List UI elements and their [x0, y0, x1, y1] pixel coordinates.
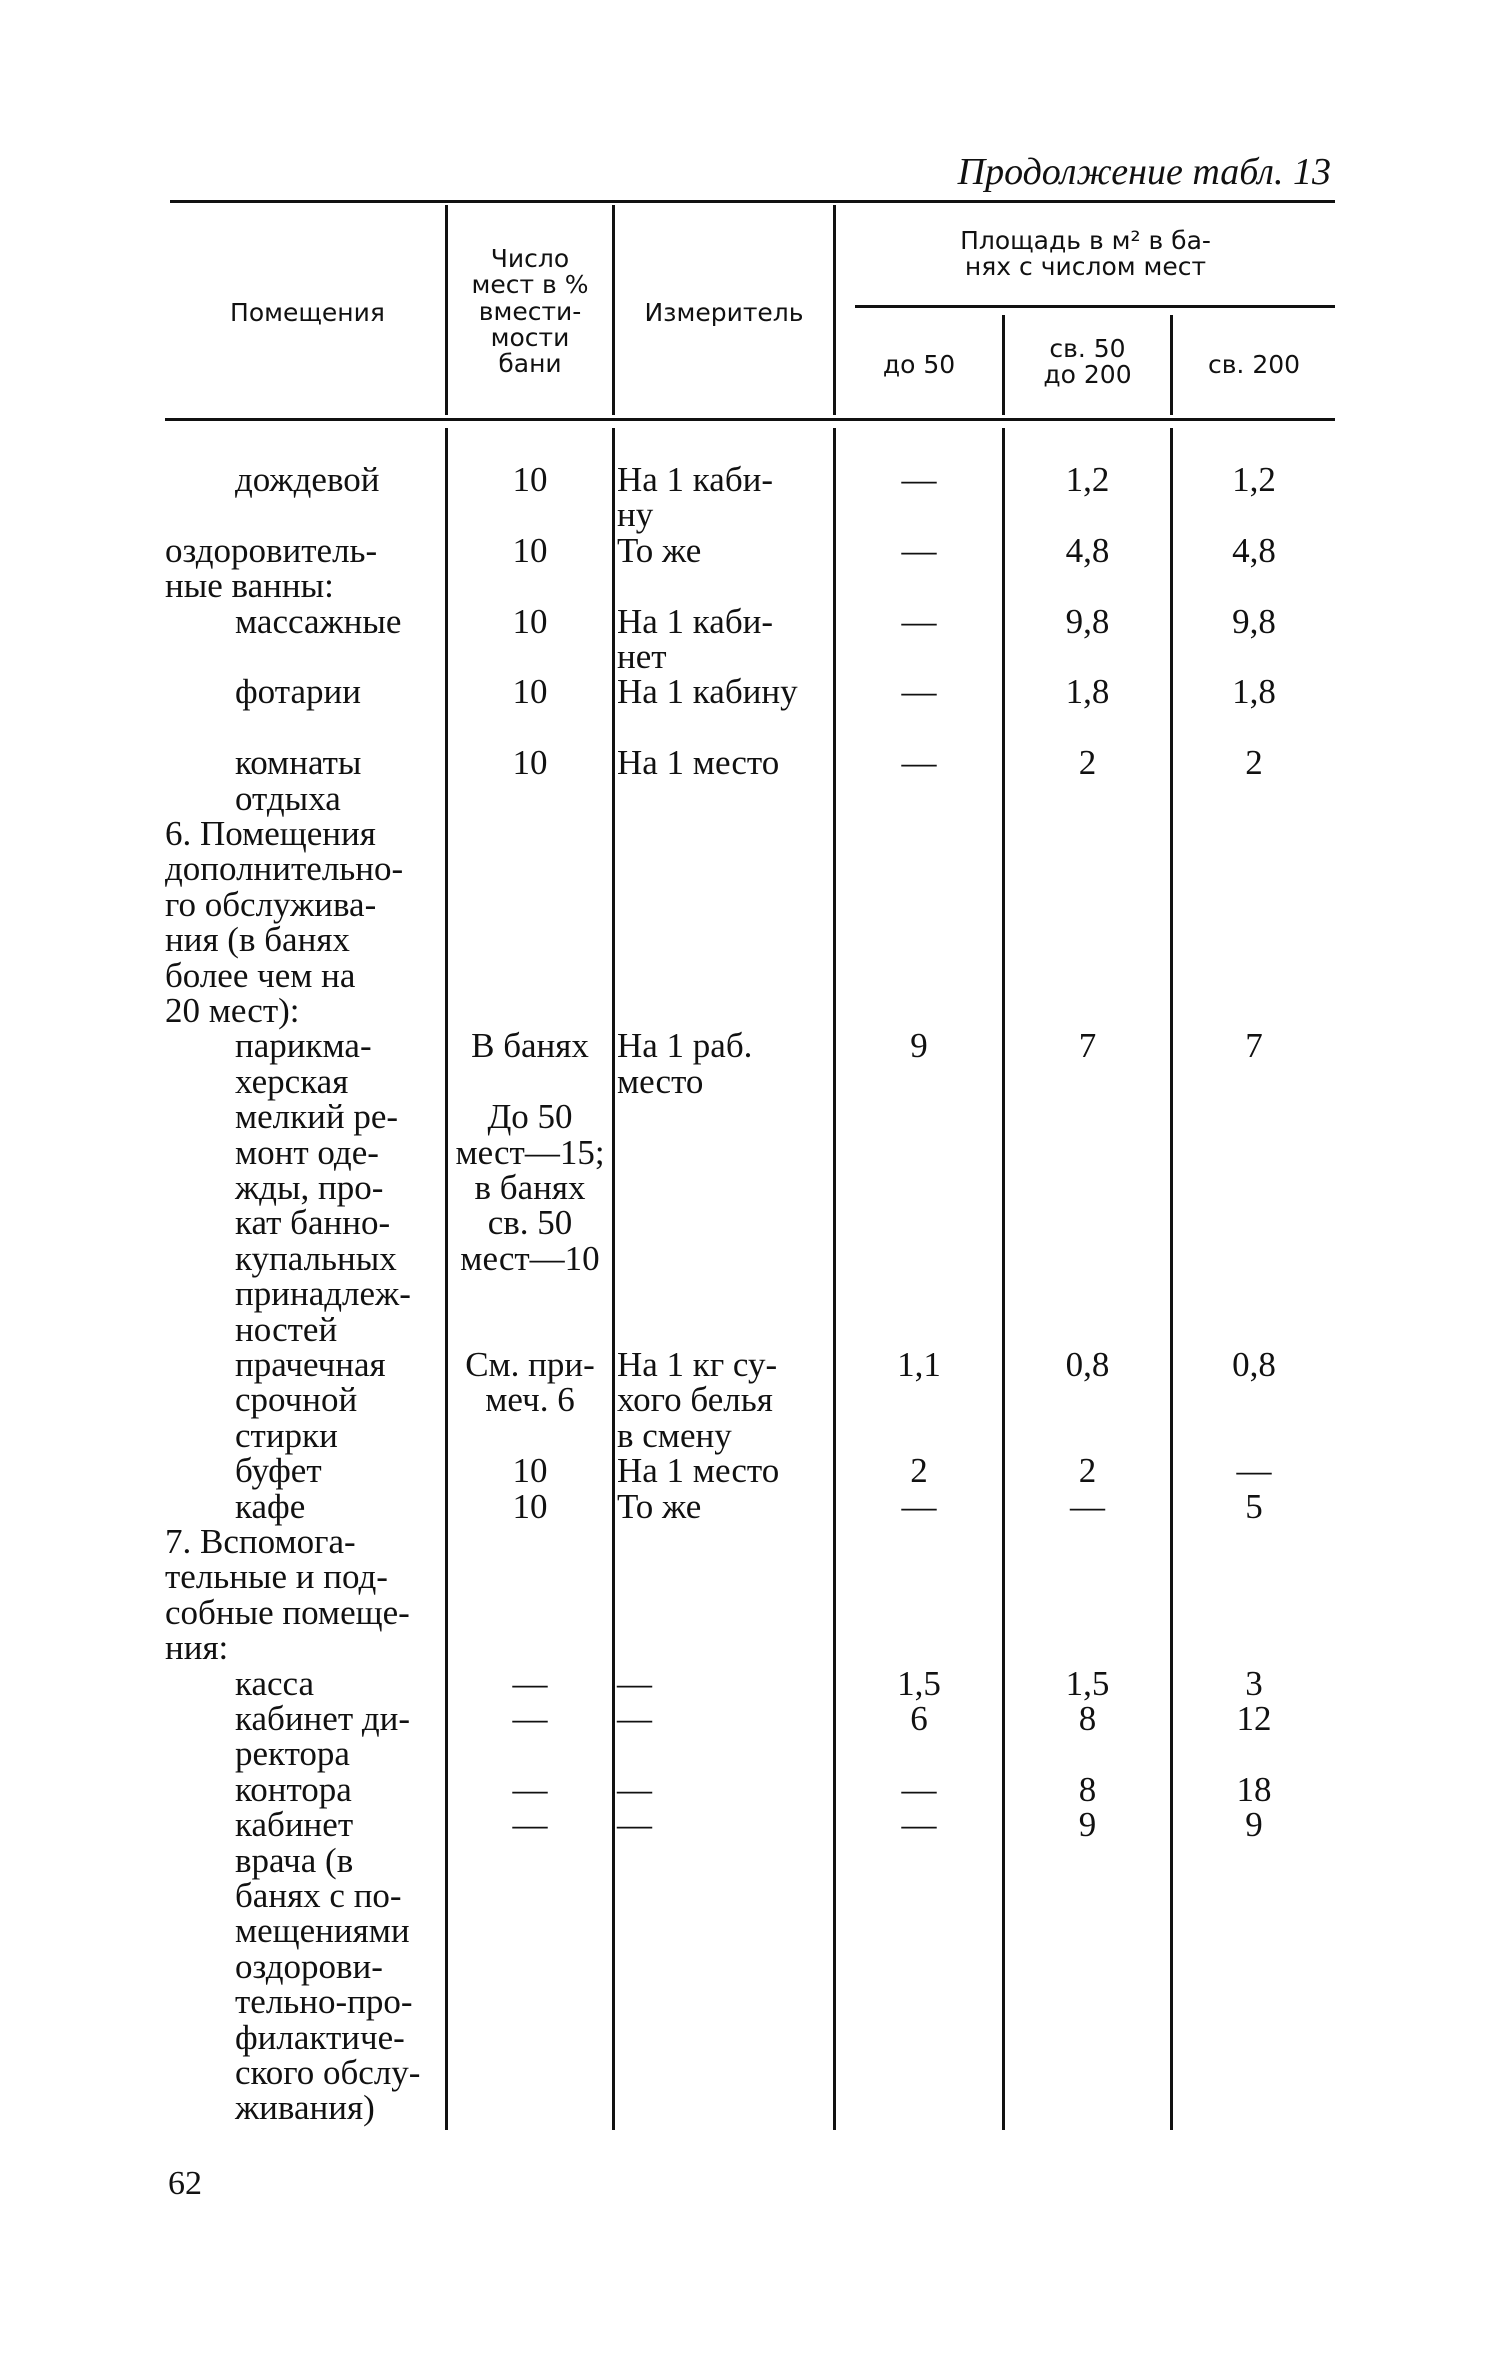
seats-percent: 10 — [512, 530, 548, 570]
header-line: св. 50 — [1049, 334, 1126, 363]
room-name: стирки — [235, 1415, 338, 1455]
header-up-to-50: до 50 — [882, 350, 956, 379]
room-name: дополнительно- — [165, 849, 404, 889]
measure-unit: На 1 раб. — [617, 1026, 753, 1066]
room-name: мелкий ре- — [235, 1097, 399, 1137]
page-number: 62 — [168, 2165, 202, 2202]
measure-unit: На 1 кг су- — [617, 1345, 778, 1384]
room-name: 20 мест): — [165, 991, 300, 1030]
room-name: кабинет — [235, 1805, 354, 1845]
area-over-200: 4,8 — [1232, 530, 1276, 570]
room-name: комнаты — [235, 743, 362, 783]
header-over-200: св. 200 — [1207, 350, 1301, 379]
area-over-200: 5 — [1245, 1486, 1263, 1526]
room-name: ского обслу- — [235, 2053, 421, 2092]
table-caption: Продолжение табл. 13 — [957, 151, 1331, 193]
room-name: касса — [235, 1663, 315, 1703]
area-50-to-200: 8 — [1078, 1769, 1097, 1809]
area-50-to-200: — — [1070, 1486, 1105, 1526]
area-up-to-50: — — [901, 460, 937, 499]
room-name: живания) — [235, 2088, 375, 2128]
room-name: купальных — [235, 1238, 397, 1278]
area-up-to-50: — — [901, 530, 937, 570]
area-50-to-200: 4,8 — [1065, 530, 1110, 570]
area-50-to-200: 2 — [1078, 743, 1097, 783]
table-top-rule — [170, 200, 1335, 203]
header-seats-percent — [448, 246, 612, 377]
area-over-200: 18 — [1236, 1769, 1272, 1809]
area-over-200: 0,8 — [1232, 1345, 1276, 1384]
header-area — [836, 228, 1335, 281]
room-name: мещениями — [235, 1911, 410, 1951]
area-up-to-50: — — [901, 743, 937, 783]
area-over-200: 12 — [1236, 1699, 1272, 1738]
room-name: отдыха — [235, 778, 341, 818]
measure-unit: На 1 каби- — [617, 460, 774, 499]
seats-percent: в банях — [474, 1168, 586, 1207]
room-name: ния: — [165, 1628, 229, 1668]
measure-unit: То же — [617, 530, 702, 570]
header-line: Число — [490, 244, 570, 273]
header-bottom-rule — [165, 418, 1335, 421]
room-name: тельно-про- — [235, 1982, 413, 2022]
area-50-to-200: 1,5 — [1065, 1663, 1110, 1703]
area-up-to-50: 9 — [910, 1026, 928, 1066]
area-up-to-50: 6 — [910, 1699, 928, 1738]
area-header-rule — [855, 305, 1335, 308]
room-name: ния (в банях — [165, 920, 350, 960]
area-up-to-50: 1,1 — [897, 1345, 941, 1384]
area-up-to-50: 2 — [910, 1451, 928, 1491]
area-50-to-200: 7 — [1078, 1026, 1097, 1066]
measure-unit: — — [617, 1805, 652, 1845]
area-over-200: 2 — [1245, 743, 1263, 783]
area-up-to-50: 1,5 — [897, 1663, 941, 1703]
area-up-to-50: — — [901, 1769, 937, 1809]
area-50-to-200: 1,8 — [1065, 672, 1110, 712]
seats-percent: 10 — [512, 1451, 548, 1491]
area-over-200: 9 — [1245, 1805, 1263, 1845]
room-name: банях с по- — [235, 1876, 402, 1915]
header-50-to-200 — [1005, 336, 1170, 389]
seats-percent: 10 — [512, 743, 548, 783]
measure-unit: То же — [617, 1486, 702, 1526]
room-name: кат банно- — [235, 1203, 391, 1243]
room-name: кафе — [235, 1486, 306, 1526]
measure-unit: в смену — [617, 1415, 732, 1455]
measure-unit: — — [617, 1699, 652, 1738]
room-name: ностей — [235, 1309, 338, 1349]
measure-unit: ну — [617, 495, 654, 535]
seats-percent: — — [512, 1699, 548, 1738]
header-line: Площадь в м² в ба- — [960, 226, 1211, 255]
room-name: фотарии — [235, 672, 361, 712]
seats-percent: — — [512, 1769, 548, 1809]
room-name: оздоровитель- — [165, 530, 378, 570]
area-50-to-200: 9,8 — [1065, 601, 1110, 641]
measure-unit: место — [617, 1061, 704, 1101]
room-name: врача (в — [235, 1840, 354, 1880]
room-name: буфет — [235, 1451, 322, 1491]
measure-unit: На 1 место — [617, 743, 780, 783]
room-name: контора — [235, 1769, 352, 1809]
area-up-to-50: — — [901, 601, 937, 641]
area-over-200: 1,8 — [1232, 672, 1276, 712]
measure-unit: На 1 место — [617, 1451, 780, 1491]
room-name: принадлеж- — [235, 1274, 411, 1314]
measure-unit: На 1 каби- — [617, 601, 774, 641]
seats-percent: 10 — [512, 460, 548, 499]
room-name: тельные и под- — [165, 1557, 388, 1597]
seats-percent: 10 — [512, 601, 548, 641]
room-name: парикма- — [235, 1026, 372, 1066]
room-name: 7. Вспомога- — [165, 1522, 356, 1561]
room-name: кабинет ди- — [235, 1699, 411, 1738]
seats-percent: В банях — [471, 1026, 589, 1066]
area-up-to-50: — — [901, 1805, 937, 1845]
room-name: го обслужива- — [165, 884, 377, 924]
seats-percent: См. при- — [465, 1345, 595, 1384]
header-rooms: Помещения — [230, 298, 385, 327]
room-name: собные помеще- — [165, 1592, 410, 1632]
area-50-to-200: 9 — [1078, 1805, 1097, 1845]
area-50-to-200: 1,2 — [1065, 460, 1110, 499]
area-50-to-200: 2 — [1078, 1451, 1097, 1491]
room-name: херская — [235, 1061, 349, 1101]
room-name: монт оде- — [235, 1132, 379, 1172]
seats-percent: — — [512, 1663, 548, 1703]
seats-percent: меч. 6 — [485, 1380, 575, 1420]
room-name: 6. Помещения — [165, 814, 376, 853]
measure-unit: нет — [617, 637, 667, 676]
seats-percent: — — [512, 1805, 548, 1845]
room-name: более чем на — [165, 955, 356, 995]
area-up-to-50: — — [901, 1486, 937, 1526]
seats-percent: мест—10 — [460, 1238, 600, 1278]
seats-percent: 10 — [512, 1486, 548, 1526]
header-line: бани — [498, 349, 562, 378]
area-50-to-200: 0,8 — [1065, 1345, 1110, 1384]
room-name: прачечная — [235, 1345, 386, 1384]
header-line: вмести- — [478, 296, 582, 326]
room-name: ные ванны: — [165, 566, 334, 606]
measure-unit: хого белья — [617, 1380, 773, 1420]
header-line: мости — [490, 322, 570, 352]
header-line: до 200 — [1043, 360, 1132, 390]
area-over-200: — — [1236, 1451, 1272, 1491]
room-name: срочной — [235, 1380, 358, 1420]
seats-percent: мест—15; — [455, 1132, 605, 1172]
room-name: дождевой — [235, 460, 380, 499]
seats-percent: До 50 — [487, 1097, 573, 1137]
room-name: филактиче- — [235, 2017, 405, 2057]
header-measure: Измеритель — [644, 298, 804, 327]
measure-unit: — — [617, 1769, 652, 1809]
column-divider — [612, 428, 615, 2130]
room-name: массажные — [235, 601, 402, 641]
measure-unit: — — [617, 1663, 652, 1703]
seats-percent: 10 — [512, 672, 548, 712]
measure-unit: На 1 кабину — [617, 672, 798, 712]
area-up-to-50: — — [901, 672, 937, 712]
area-over-200: 7 — [1245, 1026, 1263, 1066]
room-name: оздорови- — [235, 1946, 383, 1986]
seats-percent: св. 50 — [487, 1203, 573, 1243]
area-over-200: 1,2 — [1232, 460, 1276, 499]
header-line: нях с числом мест — [964, 252, 1207, 282]
area-over-200: 3 — [1245, 1663, 1263, 1703]
room-name: ректора — [235, 1734, 350, 1774]
area-50-to-200: 8 — [1078, 1699, 1097, 1738]
room-name: жды, про- — [235, 1168, 384, 1207]
area-over-200: 9,8 — [1232, 601, 1276, 641]
header-line: мест в % — [471, 270, 589, 300]
